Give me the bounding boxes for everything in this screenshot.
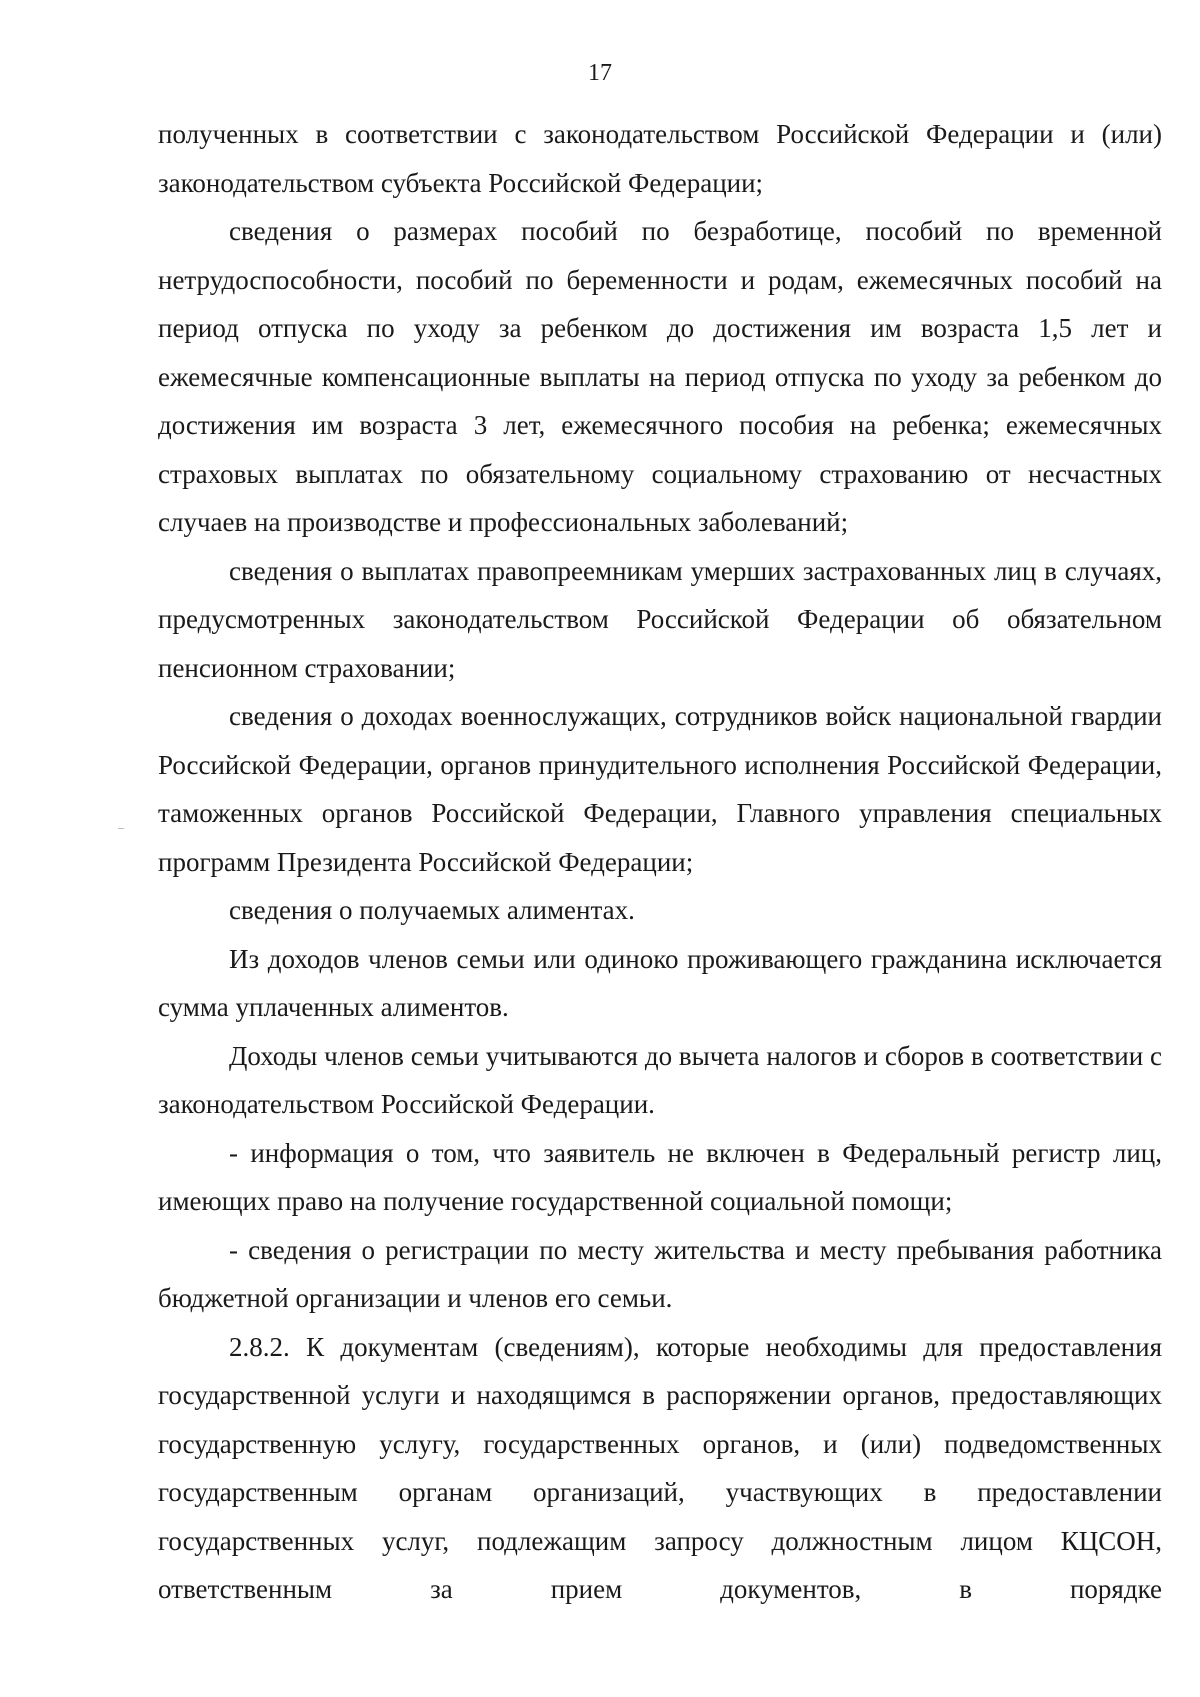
margin-mark: [118, 828, 124, 829]
paragraph-successor-payments: сведения о выплатах правопреемникам умерших застрахованных лиц в случаях, предусмотренных законодательством Российской Федерации об обязательном пенсионном страховании;: [158, 555, 1162, 683]
paragraph-alimony-received: сведения о получаемых алиментах.: [229, 895, 635, 925]
paragraph-section-2-8-2: 2.8.2. К документам (сведениям), которые необходимы для предоставления государственной услуги и находящимся в распоряжении органов, предоставляющих государственную услугу, государственных органов, и (или) подведомственных государственным органам организаций, участвующих в предоставлении государственных услуг, подлежащим запросу должностным лицом КЦСОН, ответственным за прием документов, в порядке: [158, 1331, 1162, 1604]
page-number: 17: [588, 60, 612, 86]
paragraph-income-before-taxes: Доходы членов семьи учитываются до вычета налогов и сборов в соответствии с законодательством Российской Федерации.: [158, 1040, 1162, 1119]
paragraph-continuation: полученных в соответствии с законодательством Российской Федерации и (или) законодательством субъекта Российской Федерации;: [158, 119, 1162, 198]
paragraph-military-income: сведения о доходах военнослужащих, сотрудников войск национальной гвардии Российской Федерации, органов принудительного исполнения Российской Федерации, таможенных органов Российской Федерации, Главного управления специальных программ Президента Российской Федерации;: [158, 701, 1162, 877]
paragraph-federal-register: - информация о том, что заявитель не включен в Федеральный регистр лиц, имеющих право на получение государственной социальной помощи;: [158, 1137, 1162, 1216]
paragraph-registration-info: - сведения о регистрации по месту жительства и месту пребывания работника бюджетной организации и членов его семьи.: [158, 1234, 1162, 1313]
paragraph-benefits-info: сведения о размерах пособий по безработице, пособий по временной нетрудоспособности, пособий по беременности и родам, ежемесячных пособий на период отпуска по уходу за ребенком до достижения им возраста 1,5 лет и ежемесячные компенсационные выплаты на период отпуска по уходу за ребенком до достижения им возраста 3 лет, ежемесячного пособия на ребенка; ежемесячных страховых выплатах по обязательному социальному страхованию от несчастных случаев на производстве и профессиональных заболеваний;: [158, 216, 1162, 537]
document-body: [158, 110, 1162, 1614]
paragraph-alimony-excluded: Из доходов членов семьи или одиноко проживающего гражданина исключается сумма уплаченных алиментов.: [158, 943, 1162, 1022]
